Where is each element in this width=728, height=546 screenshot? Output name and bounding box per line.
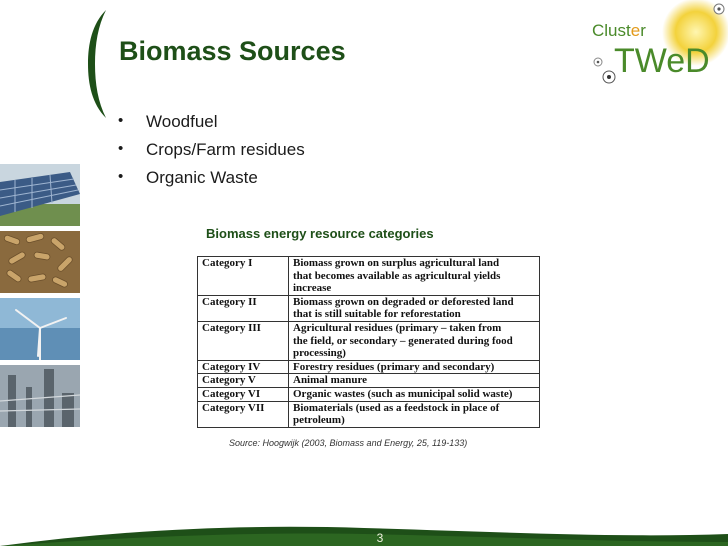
page-number: 3 xyxy=(376,531,384,545)
description-cell xyxy=(289,295,540,321)
table-row xyxy=(198,387,540,401)
description-cell xyxy=(289,401,540,427)
category-cell: Category VII xyxy=(198,401,289,427)
description-line: that is still suitable for reforestation xyxy=(293,308,461,321)
table-source-citation: Source: Hoogwijk (2003, Biomass and Energy, 25, 119-133) xyxy=(229,438,468,448)
bullet-list xyxy=(118,112,305,196)
category-cell: Category V xyxy=(198,374,289,388)
table-row xyxy=(198,360,540,374)
bullet-symbol: • xyxy=(118,112,124,129)
bullet-text: Woodfuel xyxy=(146,112,218,131)
biomass-categories-table xyxy=(197,256,540,428)
logo-text-big: TWeD xyxy=(614,42,710,80)
title-bracket-decoration xyxy=(86,10,108,118)
bullet-item xyxy=(118,112,305,140)
logo-text-part2: r xyxy=(640,21,646,40)
bullet-text: Organic Waste xyxy=(146,168,258,187)
description-line: Biomass grown on degraded or deforested land xyxy=(293,295,514,308)
wood-pellets-image xyxy=(0,231,80,293)
bullet-symbol: • xyxy=(118,168,124,185)
description-line: Animal manure xyxy=(293,374,368,387)
biomass-plant-image xyxy=(0,365,80,427)
wind-turbine-image xyxy=(0,298,80,360)
svg-text:Cluster xyxy=(592,21,646,40)
description-line: petroleum) xyxy=(293,414,345,427)
category-cell: Category II xyxy=(198,295,289,321)
description-cell xyxy=(289,257,540,296)
table-row xyxy=(198,295,540,321)
table-title: Biomass energy resource categories xyxy=(206,226,434,241)
category-cell: Category IV xyxy=(198,360,289,374)
bullet-item xyxy=(118,168,305,196)
cluster-twed-logo xyxy=(584,0,728,90)
table-row xyxy=(198,321,540,360)
description-line: Organic wastes (such as municipal solid waste) xyxy=(293,387,513,400)
bullet-text: Crops/Farm residues xyxy=(146,140,305,159)
description-line: processing) xyxy=(293,347,346,360)
description-line: Forestry residues (primary and secondary) xyxy=(293,360,495,373)
logo-text-part1: Clust xyxy=(592,21,631,40)
table-row xyxy=(198,401,540,427)
description-cell xyxy=(289,387,540,401)
description-line: that becomes available as agricultural yields xyxy=(293,269,501,282)
table-row xyxy=(198,374,540,388)
bullet-symbol: • xyxy=(118,140,124,157)
bullet-item xyxy=(118,140,305,168)
thumbnail-strip xyxy=(0,164,80,432)
description-cell xyxy=(289,321,540,360)
description-line: the field, or secondary – generated during food xyxy=(293,334,513,347)
description-line: Agricultural residues (primary – taken from xyxy=(293,321,502,334)
category-cell: Category I xyxy=(198,257,289,296)
description-cell xyxy=(289,360,540,374)
slide-title: Biomass Sources xyxy=(119,36,346,66)
footer-wave-decoration xyxy=(0,520,728,546)
logo-text-accent: e xyxy=(630,21,641,40)
description-line: increase xyxy=(293,282,332,295)
description-line: Biomass grown on surplus agricultural land xyxy=(293,257,500,269)
table-row xyxy=(198,257,540,296)
category-cell: Category VI xyxy=(198,387,289,401)
description-cell xyxy=(289,374,540,388)
solar-panels-image xyxy=(0,164,80,226)
category-cell: Category III xyxy=(198,321,289,360)
description-line: Biomaterials (used as a feedstock in place of xyxy=(293,401,500,414)
